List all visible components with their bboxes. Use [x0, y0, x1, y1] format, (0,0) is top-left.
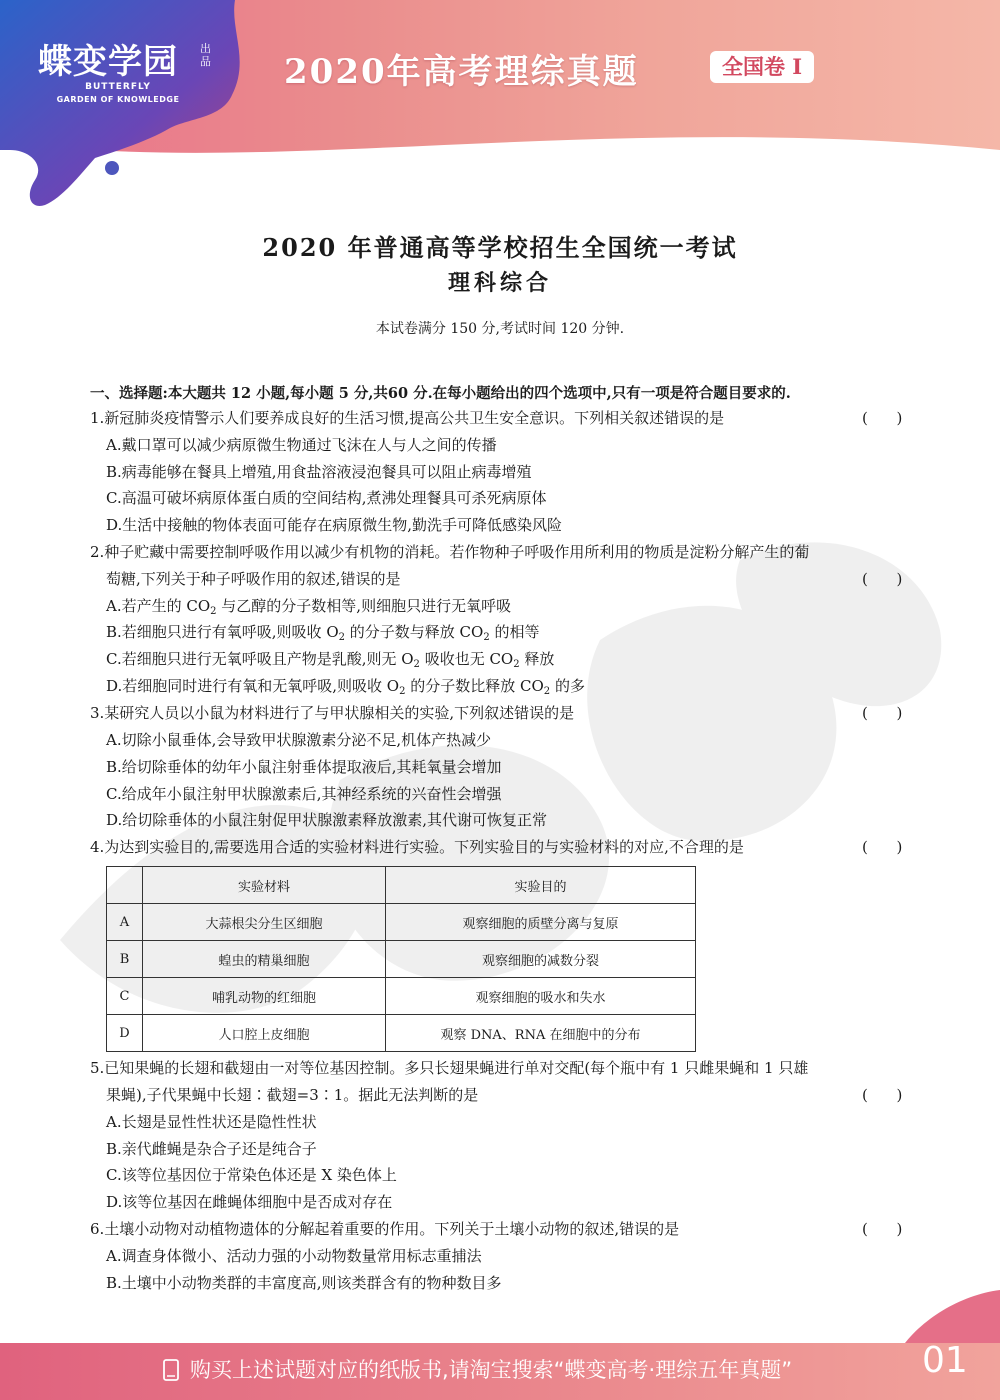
table-cell: 观察细胞的吸水和失水: [386, 978, 696, 1015]
q5-answer-paren: ( ): [862, 1086, 903, 1104]
table-row: [107, 978, 696, 1015]
q5-option-b: B.亲代雌蝇是杂合子还是纯合子: [106, 1140, 317, 1158]
table-cell: B: [107, 941, 143, 978]
q2-stem-line2: 萄糖,下列关于种子呼吸作用的叙述,错误的是: [106, 570, 401, 588]
footer-promo-text: 购买上述试题对应的纸版书,请淘宝搜索“蝶变高考·理综五年真题”: [190, 1358, 793, 1382]
brand-english-2: GARDEN OF KNOWLEDGE: [56, 95, 180, 104]
q1-option-d: D.生活中接触的物体表面可能存在病原微生物,勤洗手可降低感染风险: [106, 516, 563, 534]
q3-option-c: C.给成年小鼠注射甲状腺激素后,其神经系统的兴奋性会增强: [106, 785, 502, 803]
exam-subtitle: 理科综合: [447, 270, 552, 296]
q6-answer-paren: ( ): [862, 1220, 903, 1238]
q2-option-a: A.若产生的 $CO_2$ 与乙醇的分子数相等,则细胞只进行无氧呼吸: [106, 597, 512, 617]
brand-name: 蝶变学园: [38, 42, 178, 82]
table-header-row: [107, 867, 696, 904]
q3-answer-paren: ( ): [862, 704, 903, 722]
section-heading: 一、选择题:本大题共 12 小题,每小题 5 分,共60 分.在每小题给出的四个选项中,只有一项是符合题目要求的.: [90, 385, 791, 402]
table-cell: 大蒜根尖分生区细胞: [143, 904, 386, 941]
q2-answer-paren: ( ): [862, 570, 903, 588]
paper-badge: 全国卷 I: [710, 51, 814, 83]
exam-title: 2020 年普通高等学校招生全国统一考试: [262, 233, 738, 262]
table-cell: 蝗虫的精巢细胞: [143, 941, 386, 978]
q1-answer-paren: ( ): [862, 409, 903, 427]
table-header-cell: 实验目的: [386, 867, 696, 904]
table-header-cell: 实验材料: [143, 867, 386, 904]
table-cell: 观察细胞的减数分裂: [386, 941, 696, 978]
q1-option-a: A.戴口罩可以减少病原微生物通过飞沫在人与人之间的传播: [106, 436, 497, 454]
q3-stem: 3.某研究人员以小鼠为材料进行了与甲状腺相关的实验,下列叙述错误的是: [90, 704, 575, 722]
q2-option-c: C.若细胞只进行无氧呼吸且产物是乳酸,则无 $O_2$ 吸收也无 $CO_2$ 释放: [106, 650, 555, 670]
table-row: [107, 1015, 696, 1052]
q1-stem: 1.新冠肺炎疫情警示人们要养成良好的生活习惯,提高公共卫生安全意识。下列相关叙述错误的是: [90, 409, 725, 427]
brand-splash-logo: [0, 0, 250, 215]
table-cell: 哺乳动物的红细胞: [143, 978, 386, 1015]
q3-option-b: B.给切除垂体的幼年小鼠注射垂体提取液后,其耗氧量会增加: [106, 758, 502, 776]
table-cell: 观察细胞的质壁分离与复原: [386, 904, 696, 941]
q4-answer-paren: ( ): [862, 838, 903, 856]
brand-chupin: 出品: [200, 42, 211, 68]
table-cell: D: [107, 1015, 143, 1052]
q6-option-b: B.土壤中小动物类群的丰富度高,则该类群含有的物种数目多: [106, 1274, 502, 1292]
q2-option-d: D.若细胞同时进行有氧和无氧呼吸,则吸收 $O_2$ 的分子数比释放 $CO_2$ 的多: [106, 677, 585, 697]
q1-option-c: C.高温可破坏病原体蛋白质的空间结构,煮沸处理餐具可杀死病原体: [106, 489, 547, 507]
q5-option-c: C.该等位基因位于常染色体还是 X 染色体上: [106, 1166, 397, 1184]
q5-option-a: A.长翅是显性性状还是隐性性状: [106, 1113, 317, 1131]
table-row: [107, 941, 696, 978]
q4-stem: 4.为达到实验目的,需要选用合适的实验材料进行实验。下列实验目的与实验材料的对应,不合理的是: [90, 838, 744, 856]
table-cell: 观察 DNA、RNA 在细胞中的分布: [386, 1015, 696, 1052]
q3-option-a: A.切除小鼠垂体,会导致甲状腺激素分泌不足,机体产热减少: [106, 731, 492, 749]
q5-stem-line2: 果蝇),子代果蝇中长翅∶截翅=3∶1。据此无法判断的是: [106, 1086, 479, 1104]
q1-option-b: B.病毒能够在餐具上增殖,用食盐溶液浸泡餐具可以阻止病毒增殖: [106, 463, 532, 481]
q4-table: [106, 866, 696, 1052]
table-cell: C: [107, 978, 143, 1015]
q2-option-b: B.若细胞只进行有氧呼吸,则吸收 $O_2$ 的分子数与释放 $CO_2$ 的相等: [106, 623, 540, 643]
q2-stem-line1: 2.种子贮藏中需要控制呼吸作用以减少有机物的消耗。若作物种子呼吸作用所利用的物质是淀粉分解产生的葡: [90, 543, 810, 561]
table-cell: 人口腔上皮细胞: [143, 1015, 386, 1052]
table-header-cell: [107, 867, 143, 904]
book-icon: [162, 1358, 180, 1382]
page-number: 01: [922, 1340, 968, 1381]
banner-title: 2020年高考理综真题: [284, 52, 639, 92]
exam-note: 本试卷满分 150 分,考试时间 120 分钟.: [375, 321, 625, 337]
brand-english-1: BUTTERFLY: [85, 82, 151, 92]
q6-option-a: A.调查身体微小、活动力强的小动物数量常用标志重捕法: [106, 1247, 482, 1265]
table-cell: A: [107, 904, 143, 941]
q6-stem: 6.土壤小动物对动植物遗体的分解起着重要的作用。下列关于土壤小动物的叙述,错误的是: [90, 1220, 680, 1238]
q3-option-d: D.给切除垂体的小鼠注射促甲状腺激素释放激素,其代谢可恢复正常: [106, 811, 548, 829]
q5-option-d: D.该等位基因在雌蝇体细胞中是否成对存在: [106, 1193, 393, 1211]
table-row: [107, 904, 696, 941]
q5-stem-line1: 5.已知果蝇的长翅和截翅由一对等位基因控制。多只长翅果蝇进行单对交配(每个瓶中有 1 只雌果蝇和 1 只雄: [90, 1059, 809, 1077]
